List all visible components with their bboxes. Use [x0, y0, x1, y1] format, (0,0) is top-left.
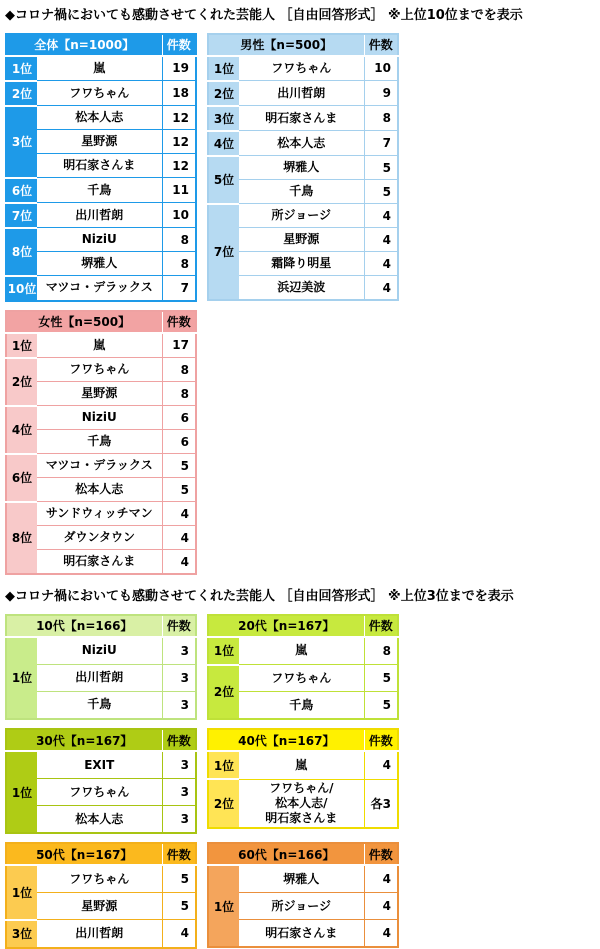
rank-cell: 4位 — [208, 131, 239, 156]
rank-cell: 2位 — [6, 81, 37, 106]
name-cell: 嵐 — [239, 637, 364, 665]
table-row — [208, 751, 398, 779]
rank-cell: 2位 — [208, 779, 239, 828]
table-row — [6, 751, 196, 779]
count-cell: 4 — [364, 228, 398, 252]
name-cell: NiziU — [37, 228, 162, 252]
count-header: 件数 — [162, 843, 196, 865]
ranking-table-male — [207, 33, 399, 302]
section-2-tables — [5, 614, 595, 949]
table-row — [208, 81, 398, 106]
table-row — [6, 454, 196, 478]
count-cell: 4 — [364, 920, 398, 948]
name-cell: 出川哲朗 — [239, 81, 364, 106]
count-cell: 4 — [364, 751, 398, 779]
ranking-table-50s — [5, 842, 197, 949]
name-cell: 堺雅人 — [37, 252, 162, 276]
count-cell: 8 — [162, 382, 196, 406]
table-row — [208, 204, 398, 228]
table-row — [6, 203, 196, 228]
name-cell: 松本人志 — [37, 106, 162, 130]
ranking-table-teens — [5, 614, 197, 720]
table-row — [208, 779, 398, 828]
rank-cell: 6位 — [6, 178, 37, 203]
table-row — [6, 276, 196, 301]
count-header: 件数 — [162, 34, 196, 56]
name-cell: フワちゃん — [37, 779, 162, 806]
table-row — [6, 358, 196, 382]
count-cell: 5 — [162, 478, 196, 502]
table-title: 20代【n=167】 — [208, 615, 364, 637]
count-cell: 5 — [364, 665, 398, 692]
name-cell: フワちゃん — [37, 358, 162, 382]
table-header-row — [208, 615, 398, 637]
count-cell: 8 — [162, 358, 196, 382]
count-cell: 17 — [162, 333, 196, 358]
count-cell: 8 — [162, 252, 196, 276]
rank-cell: 1位 — [208, 637, 239, 665]
rank-cell: 8位 — [6, 228, 37, 276]
count-cell: 3 — [162, 664, 196, 691]
table-row — [6, 228, 196, 252]
count-header: 件数 — [162, 311, 196, 333]
count-cell: 各3 — [364, 779, 398, 828]
count-header: 件数 — [364, 615, 398, 637]
table-header-row — [6, 729, 196, 751]
name-cell: フワちゃん — [239, 665, 364, 692]
count-cell: 5 — [364, 692, 398, 720]
name-cell: フワちゃん — [37, 81, 162, 106]
table-row — [6, 406, 196, 430]
table-title: 40代【n=167】 — [208, 729, 364, 751]
name-cell: フワちゃん — [239, 56, 364, 81]
count-cell: 4 — [364, 252, 398, 276]
name-cell: 千鳥 — [239, 180, 364, 204]
count-cell: 10 — [162, 203, 196, 228]
count-cell: 4 — [364, 276, 398, 301]
count-cell: 12 — [162, 106, 196, 130]
name-cell: サンドウィッチマン — [37, 502, 162, 526]
name-cell: 千鳥 — [37, 430, 162, 454]
table-row — [6, 178, 196, 203]
name-cell: 千鳥 — [37, 691, 162, 719]
count-header: 件数 — [162, 615, 196, 637]
count-cell: 12 — [162, 154, 196, 178]
count-cell: 4 — [162, 920, 196, 948]
ranking-table-overall — [5, 33, 197, 302]
name-cell: 明石家さんま — [37, 154, 162, 178]
table-title: 全体【n=1000】 — [6, 34, 162, 56]
rank-cell: 3位 — [208, 106, 239, 131]
rank-cell: 6位 — [6, 454, 37, 502]
name-cell: 出川哲朗 — [37, 664, 162, 691]
name-cell: マツコ・デラックス — [37, 454, 162, 478]
name-cell: 明石家さんま — [239, 920, 364, 948]
count-header: 件数 — [364, 843, 398, 865]
name-cell: 堺雅人 — [239, 865, 364, 893]
section-top10 — [5, 8, 595, 575]
count-cell: 12 — [162, 130, 196, 154]
count-cell: 4 — [364, 204, 398, 228]
rank-cell: 1位 — [208, 56, 239, 81]
count-cell: 7 — [162, 276, 196, 301]
name-cell: ダウンタウン — [37, 526, 162, 550]
name-cell: NiziU — [37, 637, 162, 665]
name-cell: 星野源 — [37, 130, 162, 154]
name-cell: 出川哲朗 — [37, 203, 162, 228]
count-cell: 18 — [162, 81, 196, 106]
name-cell: 霜降り明星 — [239, 252, 364, 276]
name-cell: 星野源 — [239, 228, 364, 252]
rank-cell: 1位 — [6, 751, 37, 833]
section-1-tables — [5, 33, 595, 576]
name-cell: 明石家さんま — [37, 550, 162, 575]
table-row — [208, 637, 398, 665]
table-row — [6, 56, 196, 81]
count-cell: 5 — [364, 156, 398, 180]
table-title: 10代【n=166】 — [6, 615, 162, 637]
rank-cell: 5位 — [208, 156, 239, 204]
count-cell: 3 — [162, 691, 196, 719]
table-row — [208, 56, 398, 81]
table-row — [6, 865, 196, 893]
section-title-top10: ◆コロナ禍においても感動させてくれた芸能人 ［自由回答形式］ ※上位10位までを表示 — [5, 8, 523, 23]
table-row — [6, 333, 196, 358]
table-title: 60代【n=166】 — [208, 843, 364, 865]
table-header-row — [208, 729, 398, 751]
rank-cell: 2位 — [208, 665, 239, 720]
count-cell: 5 — [162, 893, 196, 920]
table-row — [208, 156, 398, 180]
table-row — [6, 502, 196, 526]
table-title: 男性【n=500】 — [208, 34, 364, 56]
rank-cell: 10位 — [6, 276, 37, 301]
count-cell: 3 — [162, 779, 196, 806]
rank-cell: 3位 — [6, 920, 37, 948]
rank-cell: 2位 — [6, 358, 37, 406]
count-header: 件数 — [162, 729, 196, 751]
count-cell: 6 — [162, 406, 196, 430]
count-cell: 19 — [162, 56, 196, 81]
table-row — [6, 106, 196, 130]
count-cell: 4 — [162, 550, 196, 575]
count-header: 件数 — [364, 729, 398, 751]
name-cell: 所ジョージ — [239, 204, 364, 228]
table-header-row — [6, 311, 196, 333]
ranking-table-female — [5, 310, 197, 576]
count-cell: 9 — [364, 81, 398, 106]
table-header-row — [208, 34, 398, 56]
table-header-row — [6, 34, 196, 56]
table-row — [208, 865, 398, 893]
table-row — [208, 106, 398, 131]
table-header-row — [208, 843, 398, 865]
section-top3 — [5, 589, 595, 949]
rank-cell: 7位 — [208, 204, 239, 301]
name-cell: NiziU — [37, 406, 162, 430]
rank-cell: 8位 — [6, 502, 37, 575]
table-title: 30代【n=167】 — [6, 729, 162, 751]
name-cell: 明石家さんま — [239, 106, 364, 131]
rank-cell: 2位 — [208, 81, 239, 106]
count-header: 件数 — [364, 34, 398, 56]
rank-cell: 1位 — [6, 56, 37, 81]
table-row — [6, 81, 196, 106]
count-cell: 7 — [364, 131, 398, 156]
name-cell: 嵐 — [37, 56, 162, 81]
count-cell: 3 — [162, 751, 196, 779]
table-title: 女性【n=500】 — [6, 311, 162, 333]
count-cell: 3 — [162, 806, 196, 834]
name-cell: 浜辺美波 — [239, 276, 364, 301]
count-cell: 6 — [162, 430, 196, 454]
count-cell: 4 — [364, 893, 398, 920]
name-cell: 星野源 — [37, 893, 162, 920]
ranking-table-30s — [5, 728, 197, 834]
rank-cell: 1位 — [208, 865, 239, 947]
rank-cell: 7位 — [6, 203, 37, 228]
count-cell: 8 — [364, 637, 398, 665]
rank-cell: 1位 — [6, 865, 37, 920]
name-cell: 出川哲朗 — [37, 920, 162, 948]
name-cell: マツコ・デラックス — [37, 276, 162, 301]
rank-cell: 1位 — [6, 333, 37, 358]
table-title: 50代【n=167】 — [6, 843, 162, 865]
name-cell: 千鳥 — [239, 692, 364, 720]
table-header-row — [6, 843, 196, 865]
ranking-table-20s — [207, 614, 399, 721]
count-cell: 4 — [162, 526, 196, 550]
name-cell: EXIT — [37, 751, 162, 779]
count-cell: 8 — [364, 106, 398, 131]
rank-cell: 1位 — [6, 637, 37, 719]
section-title-top3: ◆コロナ禍においても感動させてくれた芸能人 ［自由回答形式］ ※上位3位までを表示 — [5, 589, 514, 605]
count-cell: 5 — [162, 865, 196, 893]
name-cell: 嵐 — [239, 751, 364, 779]
name-cell: 松本人志 — [37, 806, 162, 834]
table-row — [6, 637, 196, 665]
count-cell: 5 — [364, 180, 398, 204]
name-cell: 星野源 — [37, 382, 162, 406]
rank-cell: 1位 — [208, 751, 239, 779]
ranking-table-60s — [207, 842, 399, 948]
ranking-table-40s — [207, 728, 399, 829]
name-cell: フワちゃん/ 松本人志/ 明石家さんま — [239, 779, 364, 828]
count-cell: 8 — [162, 228, 196, 252]
name-cell: 松本人志 — [239, 131, 364, 156]
table-row — [208, 665, 398, 692]
name-cell: 堺雅人 — [239, 156, 364, 180]
count-cell: 3 — [162, 637, 196, 665]
name-cell: フワちゃん — [37, 865, 162, 893]
count-cell: 4 — [364, 865, 398, 893]
table-row — [6, 920, 196, 948]
name-cell: 千鳥 — [37, 178, 162, 203]
count-cell: 10 — [364, 56, 398, 81]
count-cell: 4 — [162, 502, 196, 526]
table-row — [208, 131, 398, 156]
name-cell: 所ジョージ — [239, 893, 364, 920]
table-header-row — [6, 615, 196, 637]
rank-cell: 4位 — [6, 406, 37, 454]
name-cell: 嵐 — [37, 333, 162, 358]
count-cell: 11 — [162, 178, 196, 203]
name-cell: 松本人志 — [37, 478, 162, 502]
rank-cell: 3位 — [6, 106, 37, 178]
count-cell: 5 — [162, 454, 196, 478]
